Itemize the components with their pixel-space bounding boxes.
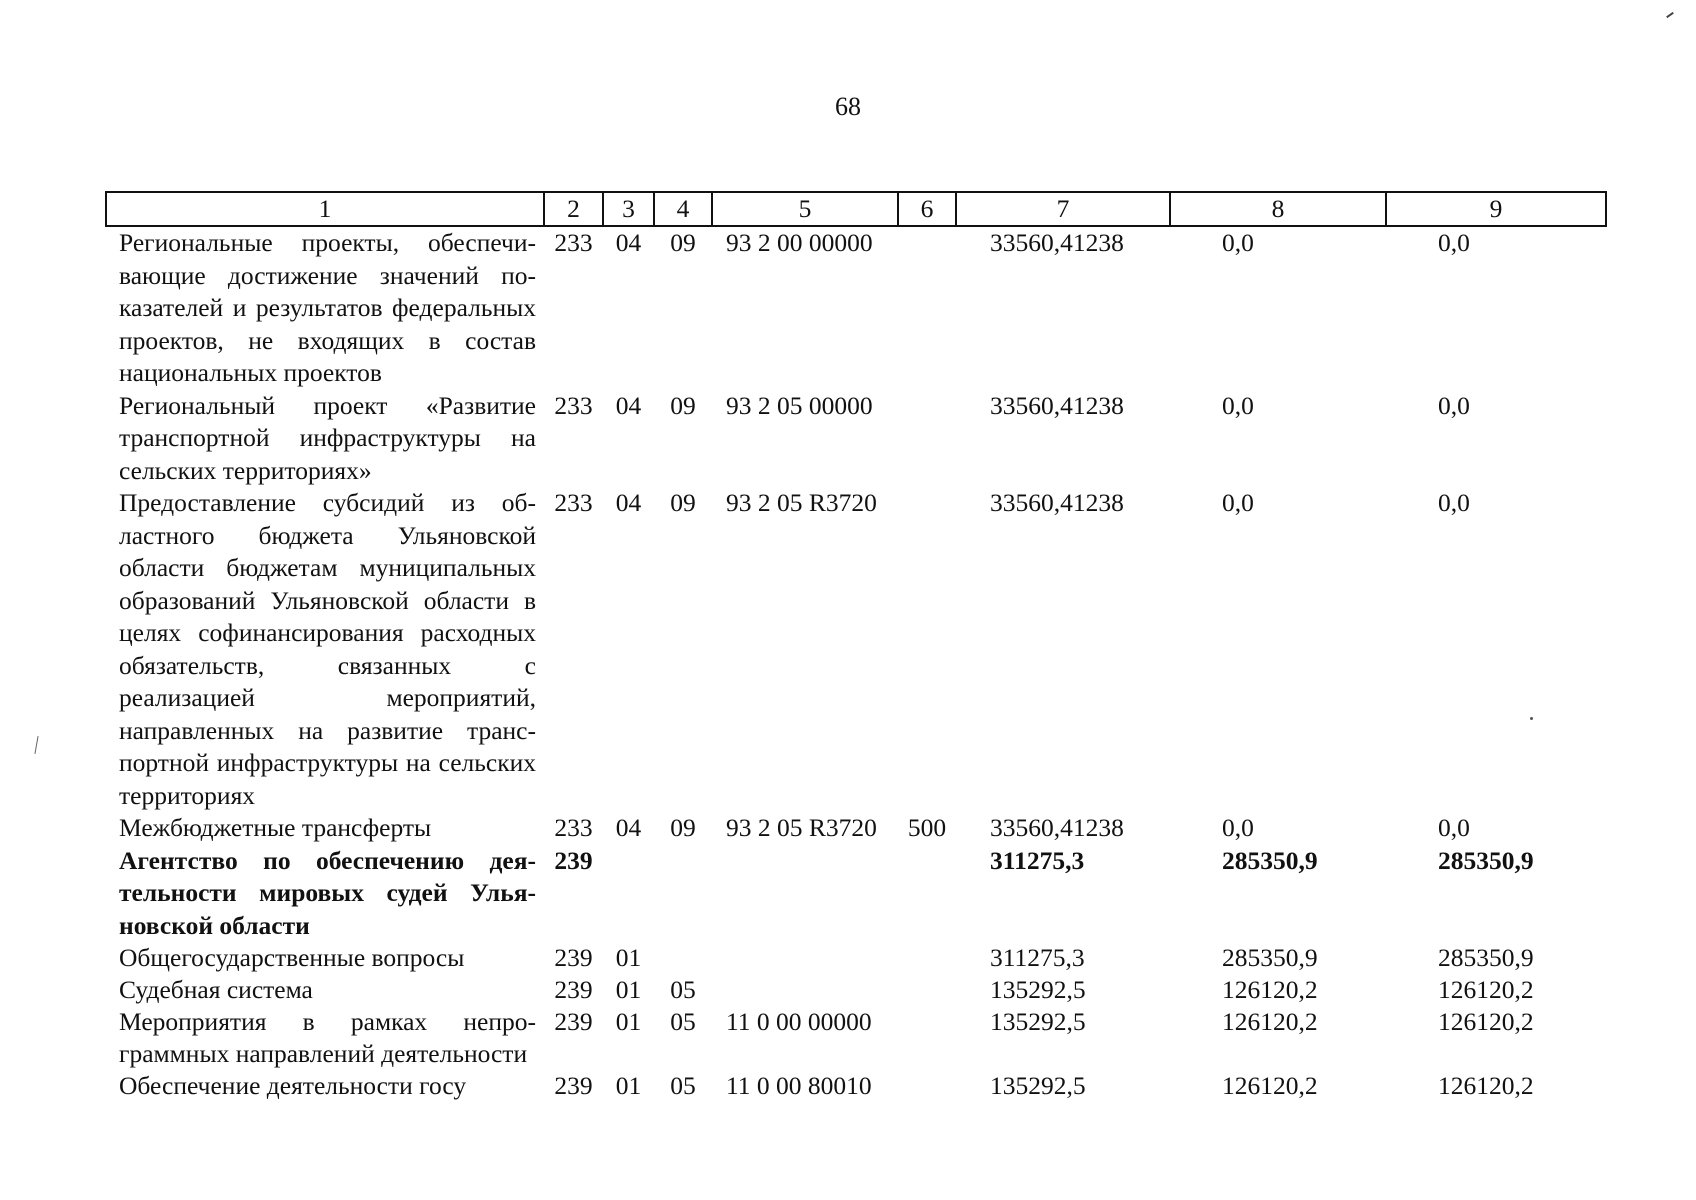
table-row [106,390,1606,488]
cell-amount-col7: 311275,3 [990,845,1085,875]
row-name: Агентство по обеспечению деятельности мировых судей Ульяновской области [119,845,536,940]
cell-target-article: 11 0 00 80010 [726,1071,872,1100]
cell-section: 04 [615,390,642,420]
row-name: Предоставление субсидий из областного бюджета Ульяновской области бюджетам муниципальных образований Ульяновской области в целях софинансирования расходных обязательств, связанных с реализацией мероприятий, направленных на развитие транспортной инфраструктуры на сельских территориях [119,488,536,810]
cell-target-article: 93 2 05 00000 [726,390,873,420]
cell-amount-col7: 135292,5 [990,975,1086,1004]
cell-subsection: 05 [670,1071,696,1100]
cell-subsection: 09 [670,488,696,517]
row-name: Региональные проекты, обеспечивающие достижение значений показателей и результатов федеральных проектов, не входящих в состав национальных проектов [119,228,536,387]
table-row [106,812,1606,845]
cell-admin-code: 233 [554,488,593,517]
cell-target-article [712,942,898,974]
cell-amount-col8: 0,0 [1222,813,1254,842]
cell-amount-col9: 285350,9 [1438,845,1534,875]
row-name: Судебная система [119,975,313,1004]
cell-admin-code: 239 [554,1007,593,1036]
column-header: 8 [1170,192,1386,226]
row-name: Мероприятия в рамках непрограммных направлений деятельности [119,1007,536,1068]
cell-expense-type: 500 [907,813,947,842]
cell-amount-col8: 285350,9 [1222,943,1318,972]
cell-amount-col9: 0,0 [1438,228,1470,257]
scan-mark [34,736,38,754]
cell-amount-col7: 135292,5 [990,1071,1086,1100]
cell-amount-col9: 285350,9 [1438,943,1534,972]
cell-subsection: 09 [670,228,696,257]
table-row [106,974,1606,1006]
cell-amount-col7: 33560,41238 [990,813,1124,842]
table-row [106,942,1606,974]
cell-subsection [654,942,712,974]
cell-section [603,845,654,943]
table-row [106,1006,1606,1070]
cell-admin-code: 239 [554,1071,593,1100]
cell-section: 04 [615,228,642,257]
cell-admin-code: 233 [554,228,593,257]
cell-target-article: 93 2 05 R3720 [726,813,877,842]
cell-admin-code: 239 [554,943,593,972]
cell-section: 04 [615,813,642,842]
cell-expense-type [898,845,956,943]
cell-section: 01 [615,1007,642,1036]
cell-amount-col9: 126120,2 [1438,975,1534,1004]
cell-expense-type [898,974,956,1006]
cell-admin-code: 233 [554,813,593,842]
page-number: 68 [835,92,861,121]
cell-amount-col9: 0,0 [1438,488,1470,517]
cell-section: 01 [615,943,642,972]
cell-admin-code: 233 [554,390,593,420]
cell-amount-col7: 33560,41238 [990,488,1124,517]
cell-subsection [654,845,712,943]
column-header: 7 [956,192,1170,226]
cell-expense-type [898,1006,956,1070]
cell-section: 01 [615,1071,642,1100]
cell-amount-col8: 126120,2 [1222,1071,1318,1100]
cell-amount-col8: 0,0 [1222,390,1254,420]
cell-expense-type [898,390,956,488]
column-header: 9 [1386,192,1606,226]
scan-mark [1666,12,1674,18]
column-header: 2 [544,192,603,226]
table-row [106,1070,1606,1102]
cell-amount-col8: 0,0 [1222,228,1254,257]
cell-expense-type [898,226,956,390]
cell-amount-col7: 33560,41238 [990,390,1124,420]
cell-expense-type [898,1070,956,1102]
cell-target-article [712,845,898,943]
cell-admin-code: 239 [554,845,593,875]
column-header: 6 [898,192,956,226]
cell-section: 04 [615,488,642,517]
cell-amount-col8: 0,0 [1222,488,1254,517]
budget-table [105,191,1607,1102]
table-row [106,226,1606,390]
cell-amount-col8: 285350,9 [1222,845,1318,875]
cell-subsection: 05 [670,1007,696,1036]
cell-section: 01 [615,975,642,1004]
table-row [106,487,1606,812]
table-row [106,845,1606,943]
column-header: 3 [603,192,654,226]
cell-subsection: 05 [670,975,696,1004]
row-name: Обеспечение деятельности госу [119,1071,467,1100]
column-header: 5 [712,192,898,226]
cell-amount-col7: 33560,41238 [990,228,1124,257]
cell-amount-col8: 126120,2 [1222,975,1318,1004]
cell-amount-col9: 126120,2 [1438,1007,1534,1036]
cell-expense-type [898,942,956,974]
cell-admin-code: 239 [554,975,593,1004]
row-name: Общегосударственные вопросы [119,943,465,972]
cell-subsection: 09 [670,390,696,420]
row-name: Региональный проект «Развитие транспортной инфраструктуры на сельских территориях» [119,390,536,485]
cell-amount-col9: 126120,2 [1438,1071,1534,1100]
cell-target-article [712,974,898,1006]
column-header: 4 [654,192,712,226]
cell-amount-col8: 126120,2 [1222,1007,1318,1036]
cell-target-article: 11 0 00 00000 [726,1007,872,1036]
cell-amount-col7: 311275,3 [990,943,1085,972]
cell-target-article: 93 2 00 00000 [726,228,873,257]
cell-target-article: 93 2 05 R3720 [726,488,877,517]
column-header: 1 [106,192,544,226]
cell-amount-col7: 135292,5 [990,1007,1086,1036]
cell-amount-col9: 0,0 [1438,813,1470,842]
cell-subsection: 09 [670,813,696,842]
cell-expense-type [898,487,956,812]
cell-amount-col9: 0,0 [1438,390,1470,420]
row-name: Межбюджетные трансферты [119,813,432,842]
table-header-row [106,192,1606,226]
